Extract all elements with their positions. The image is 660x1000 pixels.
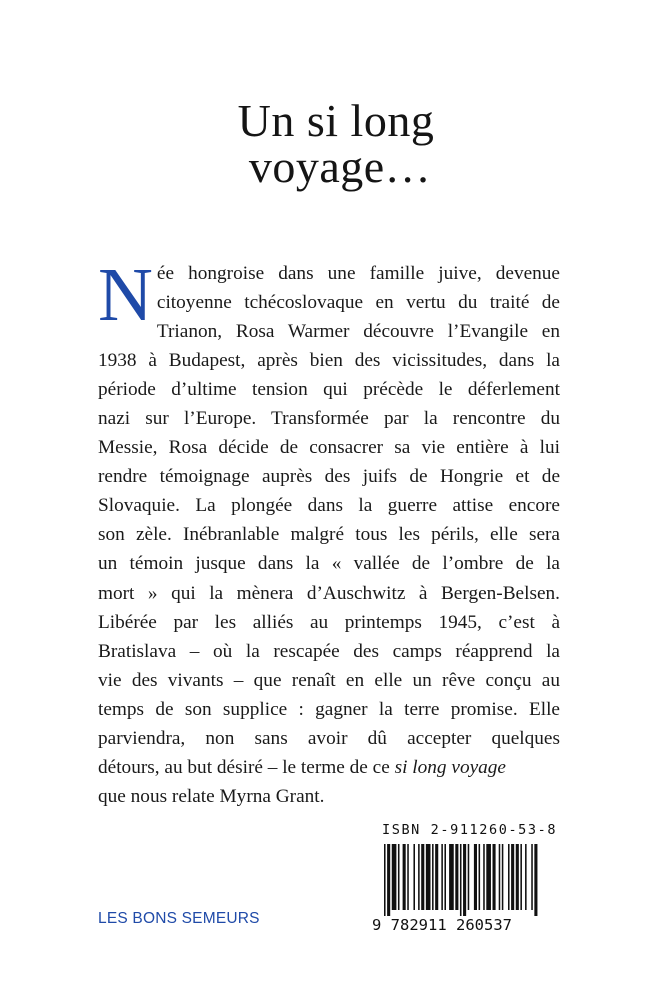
barcode-bar [449,844,454,910]
synopsis-line: 1938 à Budapest, après bien des vicissitudes, dans la [98,350,560,372]
synopsis-line: Slovaquie. La plongée dans la guerre attise encore [98,495,560,517]
synopsis-line: temps de son supplice : gagner la terre promise. Elle [98,698,560,720]
synopsis-line [98,753,560,782]
synopsis-line: citoyenne tchécoslovaque en vertu du traité de [156,292,560,314]
barcode-bar [474,844,477,910]
barcode-bar [516,844,519,910]
barcode-bar [384,844,386,916]
synopsis-line-text: détours, au but désiré – le terme de ce [98,756,390,778]
synopsis-line: que nous relate Myrna Grant. [98,785,325,807]
barcode-bar [426,844,431,910]
synopsis-line: un témoin jusque dans la « vallée de l’ombre de la [98,553,560,575]
synopsis-line: son zèle. Inébranlable malgré tous les périls, elle sera [98,524,560,546]
barcode-bar [444,844,446,910]
publisher-name: LES BONS SEMEURS [98,910,260,927]
barcode-bar [413,844,415,910]
barcode-bar [463,844,466,916]
barcode-bar [483,844,485,910]
barcode-digits: 9 782911 260537 [372,916,512,932]
synopsis-line: Bratislava – où la rescapée des camps réapprend la [98,640,560,662]
synopsis-line: période d’ultime tension qui précède le déferlement [98,379,560,401]
synopsis [98,253,560,811]
barcode-bar [531,844,533,910]
barcode-bar [392,844,397,910]
isbn-barcode [370,822,570,932]
barcode-bar [534,844,537,916]
synopsis-line: parviendra, non sans avoir dû accepter quelques [98,727,560,749]
title-line-2: voyage… [248,141,432,192]
synopsis-line: rendre témoignage auprès des juifs de Hongrie et de [98,466,560,488]
barcode-bar [511,844,514,910]
barcode-bar [455,844,458,910]
italic-title-phrase: si long voyage [394,756,506,778]
title-line-1: Un si long [237,95,435,146]
synopsis-line: Trianon, Rosa Warmer découvre l’Evangile en [156,321,560,343]
synopsis-line: Libérée par les alliés au printemps 1945, c’est à [98,611,560,633]
barcode-bar [508,844,510,910]
barcode-bar [525,844,527,910]
synopsis-line: Messie, Rosa décide de consacrer sa vie entière à lui [98,437,560,459]
book-title [0,95,660,192]
isbn-number: ISBN 2-911260-53-8 [382,822,558,838]
barcode-bar [468,844,470,910]
barcode-bar [460,844,462,916]
barcode-icon [370,844,570,932]
barcode-bar [493,844,496,910]
synopsis-line: mort » qui la mènera d’Auschwitz à Bergen-Belsen. [98,582,560,604]
barcode-bar [398,844,400,910]
synopsis-line: vie des vivants – que renaît en elle un rêve conçu au [98,669,560,691]
barcode-bar [502,844,504,910]
barcode-bar [479,844,481,910]
barcode-bar [520,844,522,910]
barcode-bar [407,844,409,910]
barcode-bar [441,844,443,910]
barcode-bar [403,844,406,910]
barcode-bar [432,844,434,910]
barcode-bar [435,844,438,910]
barcode-bar [499,844,501,910]
barcode-bar [387,844,390,916]
synopsis-line: ée hongroise dans une famille juive, devenue [156,263,560,284]
drop-cap: N [98,253,153,337]
barcode-bar [418,844,420,910]
barcode-bar [421,844,424,910]
barcode-bar [486,844,491,910]
synopsis-line: nazi sur l’Europe. Transformée par la rencontre du [98,408,560,430]
